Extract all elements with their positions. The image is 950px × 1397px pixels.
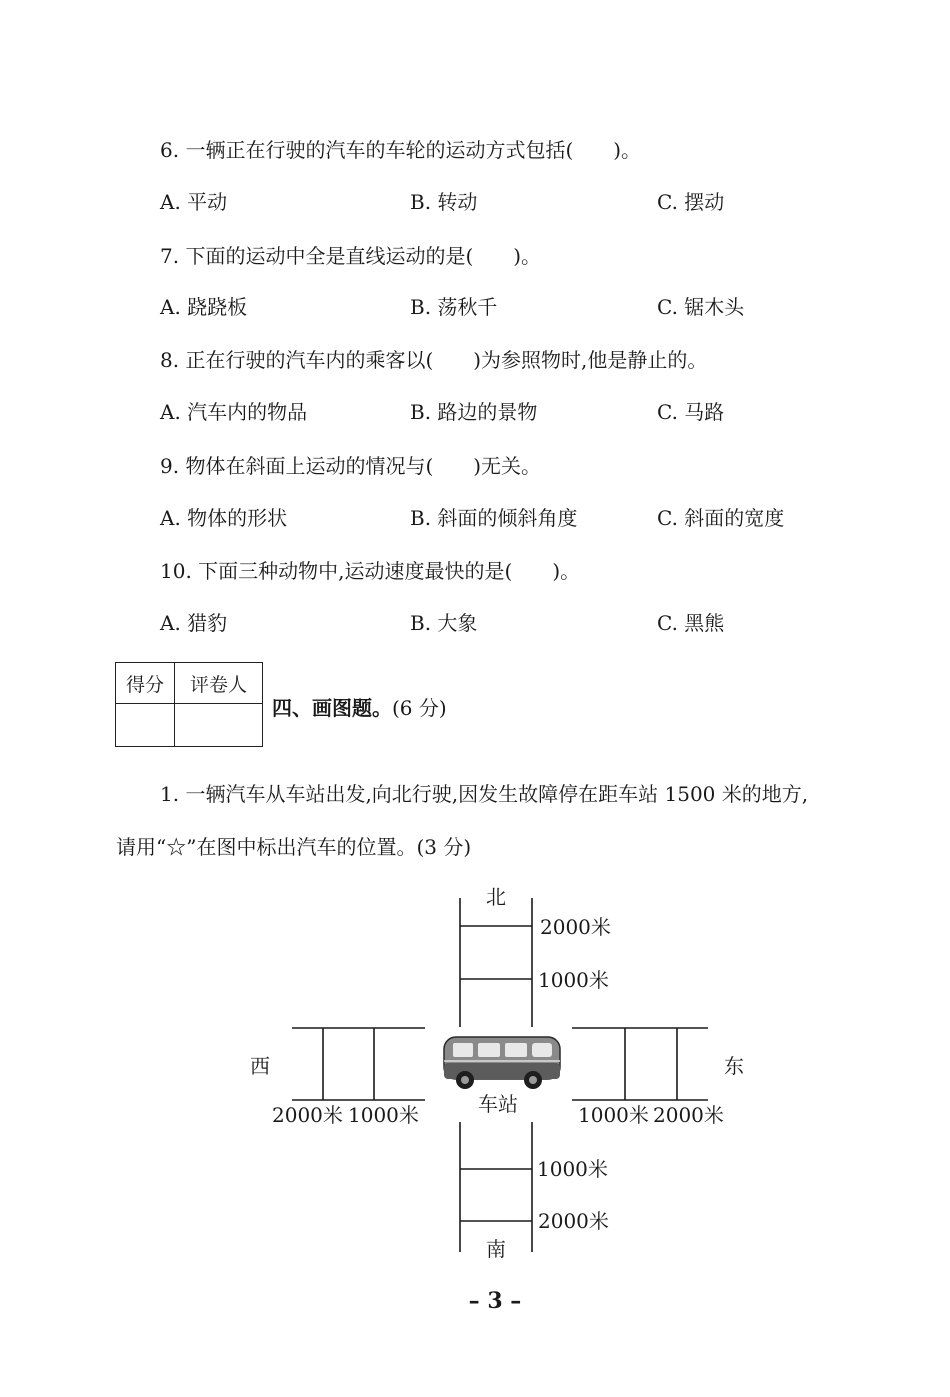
- score-label: 得分: [116, 663, 175, 704]
- question-10-option-a[interactable]: A. 猎豹: [160, 611, 228, 635]
- question-8-option-b[interactable]: B. 路边的景物: [410, 400, 538, 424]
- question-7-option-a[interactable]: A. 跷跷板: [160, 295, 248, 319]
- question-7: 7. 下面的运动中全是直线运动的是( )。: [160, 244, 542, 268]
- question-10-option-b[interactable]: B. 大象: [410, 611, 478, 635]
- east-1000-label: 1000米: [578, 1103, 649, 1127]
- east-2000-label: 2000米: [653, 1103, 724, 1127]
- west-label: 西: [250, 1054, 270, 1078]
- west-2000-label: 2000米: [272, 1103, 343, 1127]
- question-7-option-b[interactable]: B. 荡秋千: [410, 295, 498, 319]
- station-label: 车站: [478, 1092, 518, 1116]
- south-1000-label: 1000米: [537, 1157, 608, 1181]
- east-label: 东: [724, 1054, 744, 1078]
- section-heading: 四、画图题。: [272, 696, 392, 720]
- north-1000-label: 1000米: [538, 968, 609, 992]
- question-6: 6. 一辆正在行驶的汽车的车轮的运动方式包括( )。: [160, 138, 642, 162]
- question-8: 8. 正在行驶的汽车内的乘客以( )为参照物时,他是静止的。: [160, 348, 708, 372]
- drawing-question-line-2: 请用“☆”在图中标出汽车的位置。(3 分): [116, 835, 472, 859]
- question-8-option-c[interactable]: C. 马路: [657, 400, 725, 424]
- drawing-question-line-1: 1. 一辆汽车从车站出发,向北行驶,因发生故障停在距车站 1500 米的地方,: [160, 782, 809, 806]
- van-icon: [444, 1037, 560, 1089]
- question-6-option-c[interactable]: C. 摆动: [657, 190, 725, 214]
- south-label: 南: [486, 1237, 506, 1261]
- question-9-option-a[interactable]: A. 物体的形状: [160, 506, 288, 530]
- north-2000-label: 2000米: [540, 915, 611, 939]
- question-8-option-a[interactable]: A. 汽车内的物品: [160, 400, 308, 424]
- west-1000-label: 1000米: [348, 1103, 419, 1127]
- question-9: 9. 物体在斜面上运动的情况与( )无关。: [160, 454, 542, 478]
- north-label: 北: [486, 885, 506, 909]
- question-10-option-c[interactable]: C. 黑熊: [657, 611, 725, 635]
- grader-label: 评卷人: [175, 663, 263, 704]
- question-9-option-b[interactable]: B. 斜面的倾斜角度: [410, 506, 578, 530]
- page-number: – 3 –: [468, 1288, 522, 1314]
- question-6-option-b[interactable]: B. 转动: [410, 190, 478, 214]
- south-2000-label: 2000米: [538, 1209, 609, 1233]
- question-9-option-c[interactable]: C. 斜面的宽度: [657, 506, 785, 530]
- question-7-option-c[interactable]: C. 锯木头: [657, 295, 745, 319]
- question-10: 10. 下面三种动物中,运动速度最快的是( )。: [160, 559, 581, 583]
- question-6-option-a[interactable]: A. 平动: [160, 190, 228, 214]
- section-points: (6 分): [392, 696, 447, 720]
